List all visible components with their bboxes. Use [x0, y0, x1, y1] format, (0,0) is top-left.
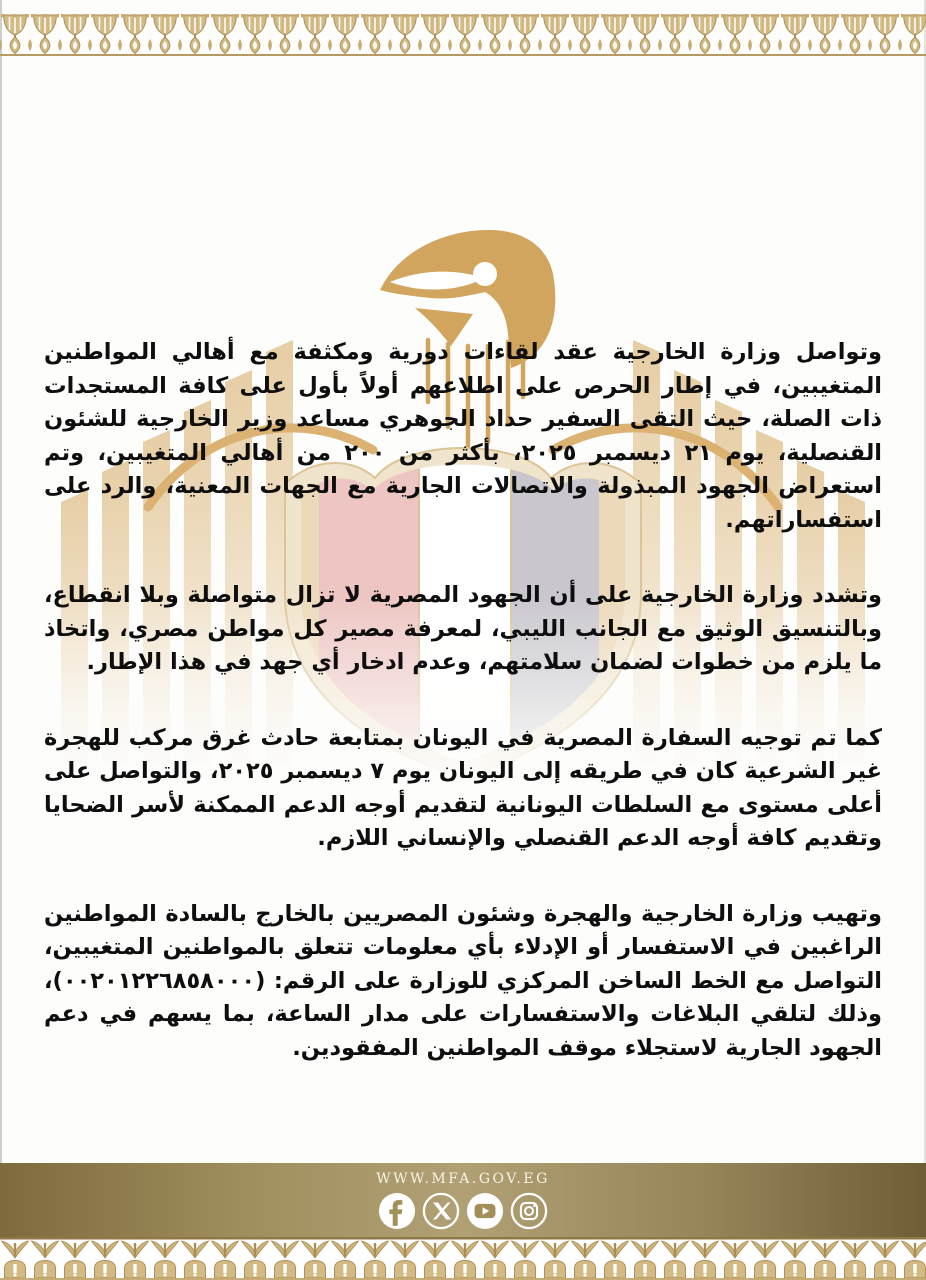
x-twitter-icon[interactable]: [422, 1192, 460, 1230]
bottom-lotus-frieze: [0, 1237, 926, 1280]
website-url[interactable]: WWW.MFA.GOV.EG: [376, 1170, 550, 1187]
instagram-icon[interactable]: [510, 1192, 548, 1230]
statement-paragraph-3: كما تم توجيه السفارة المصرية في اليونان بمتابعة حادث غرق مركب للهجرة غير الشرعية كان في طريقه إلى اليونان يوم ٧ ديسمبر ٢٠٢٥، والتواصل على أعلى مستوى مع السلطات اليونانية لتقديم أوجه الدعم الممكنة لأسر الضحايا وتقديم كافة أوجه الدعم القنصلي والإنساني اللازم.: [44, 724, 882, 851]
youtube-icon[interactable]: [466, 1192, 504, 1230]
facebook-icon[interactable]: [378, 1192, 416, 1230]
footer-bar: [0, 1163, 926, 1237]
statement-paragraph-4: وتهيب وزارة الخارجية والهجرة وشئون المصريين بالخارج بالسادة المواطنين الراغبين في الاستفسار أو الإدلاء بأي معلومات تتعلق بالمواطنين المتغيبين، التواصل مع الخط الساخن المركزي للوزارة على الرقم: (٠٠٢٠١٢٢٦٨٥٨٠٠٠)، وذلك لتلقي البلاغات والاستفسارات على مدار الساعة، بما يسهم في دعم الجهود الجارية لاستجلاء موقف المواطنين المفقودين.: [44, 900, 882, 1061]
statement-paragraph-2: وتشدد وزارة الخارجية على أن الجهود المصرية لا تزال متواصلة وبلا انقطاع، وبالتنسيق الوثيق مع الجانب الليبي، لمعرفة مصير كل مواطن مصري، واتخاذ ما يلزم من خطوات لضمان سلامتهم، وعدم ادخار أي جهد في هذا الإطار.: [44, 582, 882, 675]
social-icons-row: [378, 1192, 548, 1230]
statement-paragraph-1: وتواصل وزارة الخارجية عقد لقاءات دورية ومكثفة مع أهالي المواطنين المتغيبين، في إطار الحرص على اطلاعهم أولاً بأول على كافة المستجدات ذات الصلة، حيث التقى السفير حداد الجوهري مساعد وزير الخارجية للشئون القنصلية، يوم ٢١ ديسمبر ٢٠٢٥، بأكثر من ٢٠٠ من أهالي المتغيبين، وتم استعراض الجهود المبذولة والاتصالات الجارية مع الجهات المعنية، والرد على استفساراتهم.: [44, 339, 883, 533]
footer: [0, 1163, 926, 1280]
